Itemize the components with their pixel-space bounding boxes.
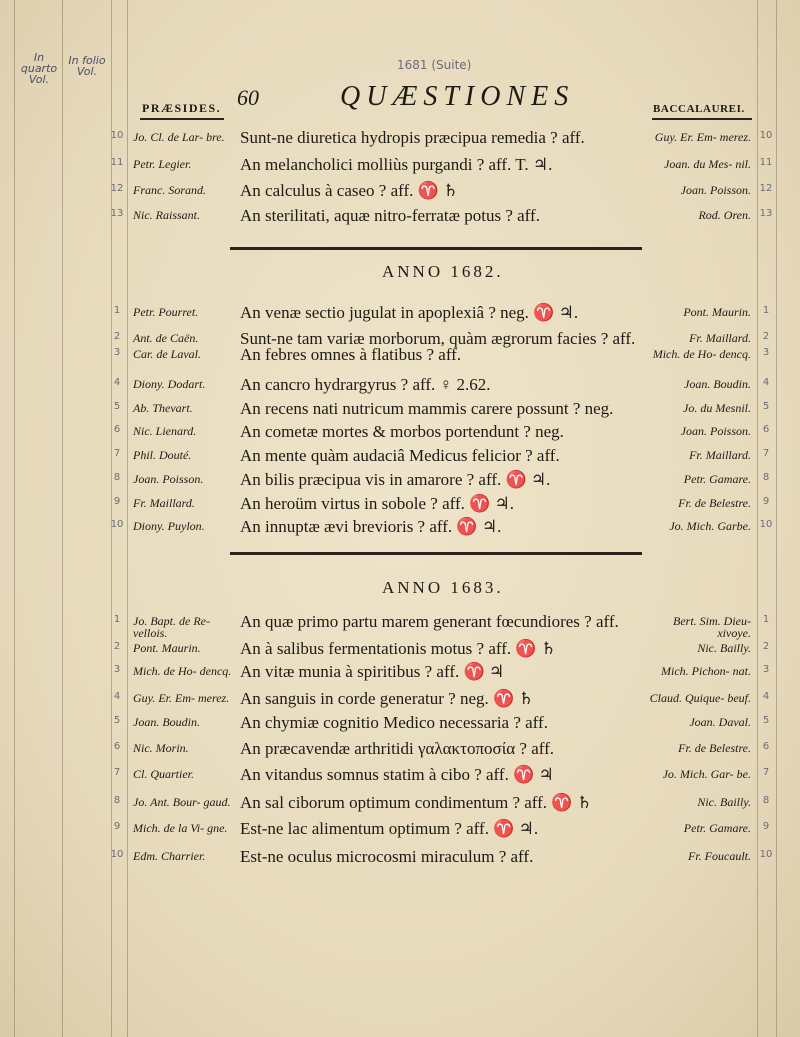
row-number-left: 10 — [110, 849, 124, 860]
praeses-name: Ant. de Caën. — [133, 331, 199, 345]
question-text: Est-ne lac alimentum optimum ? aff. ♈ ♃. — [240, 819, 539, 838]
row-number-left: 10 — [110, 130, 124, 141]
question-row — [0, 517, 800, 541]
baccalaureus-name: Fr. de Belestre. — [678, 496, 751, 510]
question-text: An sal ciborum optimum condimentum ? aff. ♈ ♄ — [240, 793, 592, 812]
question-text: An à salibus fermentationis motus ? aff. ♈ ♄ — [240, 639, 557, 658]
question-row — [0, 345, 800, 369]
row-number-right: 10 — [759, 849, 773, 860]
row-number-right: 2 — [762, 331, 770, 342]
row-number-left: 12 — [110, 183, 124, 194]
baccalaureus-name: Mich. Pichon- nat. — [661, 664, 751, 678]
question-row — [0, 819, 800, 843]
row-number-left: 6 — [113, 424, 121, 435]
question-text: An venæ sectio jugulat in apoplexiâ ? neg. ♈ ♃. — [240, 303, 579, 322]
row-number-left: 5 — [113, 715, 121, 726]
praeses-name: Nic. Raissant. — [133, 208, 201, 222]
question-row — [0, 739, 800, 763]
baccalaureus-name: Joan. Daval. — [689, 715, 751, 729]
baccalaureus-name: Petr. Gamare. — [683, 821, 751, 835]
praeses-name: Ab. Thevart. — [133, 401, 193, 415]
question-row — [0, 662, 800, 686]
row-number-right: 6 — [762, 741, 770, 752]
row-number-right: 8 — [762, 472, 770, 483]
praeses-name: Mich. de la Vi- gne. — [133, 821, 228, 835]
praeses-name: Guy. Er. Em- merez. — [133, 691, 230, 705]
row-number-left: 10 — [110, 519, 124, 530]
baccalaureus-name: Pont. Maurin. — [683, 305, 751, 319]
header-praesides: PRÆSIDES. — [142, 101, 222, 115]
row-number-right: 3 — [762, 664, 770, 675]
row-number-right: 9 — [762, 496, 770, 507]
row-number-right: 12 — [759, 183, 773, 194]
question-text: Sunt-ne tam variæ morborum, quàm ægrorum facies ? aff. — [240, 329, 636, 348]
row-number-left: 8 — [113, 472, 121, 483]
question-row — [0, 128, 800, 152]
baccalaureus-name: Joan. Boudin. — [684, 377, 751, 391]
row-number-left: 8 — [113, 795, 121, 806]
question-text: An præcavendæ arthritidi γαλακτοποσία ? aff. — [240, 739, 555, 758]
question-text: An vitandus somnus statim à cibo ? aff. ♈ ♃ — [240, 765, 554, 784]
row-number-right: 6 — [762, 424, 770, 435]
baccalaureus-name: Jo. Mich. Gar- be. — [662, 767, 751, 781]
baccalaureus-name: Mich. de Ho- dencq. — [652, 347, 751, 361]
praeses-name: Nic. Morin. — [133, 741, 189, 755]
question-text: Est-ne oculus microcosmi miraculum ? aff. — [240, 847, 534, 866]
question-row — [0, 793, 800, 817]
row-number-left: 3 — [113, 664, 121, 675]
row-number-left: 11 — [110, 157, 124, 168]
question-row — [0, 713, 800, 737]
question-text: Sunt-ne diuretica hydropis præcipua remedia ? aff. — [240, 128, 585, 147]
question-text: An heroüm virtus in sobole ? aff. ♈ ♃. — [240, 494, 515, 513]
question-text: An sterilitati, aquæ nitro-ferratæ potus ? aff. — [240, 206, 540, 225]
question-row — [0, 375, 800, 399]
question-row — [0, 303, 800, 327]
question-row — [0, 689, 800, 713]
question-row — [0, 494, 800, 518]
praeses-name: Cl. Quartier. — [133, 767, 195, 781]
question-text: An recens nati nutricum mammis carere possunt ? neg. — [240, 399, 614, 418]
question-row — [0, 847, 800, 871]
question-text: An innuptæ ævi brevioris ? aff. ♈ ♃. — [240, 517, 502, 536]
question-text: An mente quàm audaciâ Medicus felicior ? aff. — [240, 446, 560, 465]
praeses-name: Joan. Boudin. — [133, 715, 200, 729]
row-number-right: 5 — [762, 715, 770, 726]
praeses-name: Franc. Sorand. — [133, 183, 206, 197]
question-row — [0, 765, 800, 789]
baccalaureus-name: Bert. Sim. Dieu- xivoye. — [673, 614, 751, 640]
praeses-name: Diony. Dodart. — [133, 377, 206, 391]
baccalaureus-name: Nic. Bailly. — [697, 641, 751, 655]
question-text: An quæ primo partu marem generant fœcundiores ? aff. — [240, 612, 619, 631]
margin-note-folio: In folio Vol. — [68, 54, 106, 78]
row-number-right: 13 — [759, 208, 773, 219]
baccalaureus-name: Joan. Poisson. — [680, 183, 751, 197]
question-text: An melancholici molliùs purgandi ? aff. T. ♃. — [240, 155, 553, 174]
row-number-right: 3 — [762, 347, 770, 358]
question-text: An calculus à caseo ? aff. ♈ ♄ — [240, 181, 459, 200]
question-text: An cancro hydrargyrus ? aff. ♀ 2.62. — [240, 375, 491, 394]
row-number-right: 1 — [762, 305, 770, 316]
baccalaureus-name: Jo. du Mesnil. — [683, 401, 751, 415]
row-number-left: 2 — [113, 331, 121, 342]
praeses-name: Pont. Maurin. — [133, 641, 201, 655]
question-row — [0, 206, 800, 230]
baccalaureus-name: Joan. Poisson. — [680, 424, 751, 438]
row-number-left: 5 — [113, 401, 121, 412]
praeses-name: Diony. Puylon. — [133, 519, 205, 533]
baccalaureus-name: Fr. de Belestre. — [678, 741, 751, 755]
row-number-right: 7 — [762, 448, 770, 459]
question-text: An vitæ munia à spiritibus ? aff. ♈ ♃ — [240, 662, 505, 681]
baccalaureus-name: Fr. Foucault. — [688, 849, 751, 863]
row-number-right: 10 — [759, 519, 773, 530]
question-text: An bilis præcipua vis in amarore ? aff. ♈ ♃. — [240, 470, 551, 489]
question-text: An febres omnes à flatibus ? aff. — [240, 345, 462, 364]
row-number-right: 5 — [762, 401, 770, 412]
row-number-left: 6 — [113, 741, 121, 752]
row-number-left: 3 — [113, 347, 121, 358]
question-text: An cometæ mortes & morbos portendunt ? neg. — [240, 422, 564, 441]
row-number-left: 9 — [113, 496, 121, 507]
question-row — [0, 422, 800, 446]
row-number-left: 4 — [113, 691, 121, 702]
praeses-name: Car. de Laval. — [133, 347, 202, 361]
question-row — [0, 639, 800, 663]
question-row — [0, 399, 800, 423]
row-number-left: 1 — [113, 305, 121, 316]
praeses-name: Edm. Charrier. — [133, 849, 206, 863]
baccalaureus-name: Nic. Bailly. — [697, 795, 751, 809]
header-rule-left — [140, 118, 224, 120]
praeses-name: Fr. Maillard. — [133, 496, 195, 510]
row-number-left: 1 — [113, 614, 121, 625]
baccalaureus-name: Petr. Gamare. — [683, 472, 751, 486]
page-number: 60 — [237, 85, 259, 110]
row-number-right: 8 — [762, 795, 770, 806]
row-number-right: 1 — [762, 614, 770, 625]
row-number-left: 2 — [113, 641, 121, 652]
praeses-name: Jo. Ant. Bour- gaud. — [133, 795, 231, 809]
row-number-right: 4 — [762, 377, 770, 388]
praeses-name: Petr. Pourret. — [133, 305, 199, 319]
question-row — [0, 155, 800, 179]
baccalaureus-name: Rod. Oren. — [698, 208, 751, 222]
row-number-left: 7 — [113, 448, 121, 459]
pencil-note: 1681 (Suite) — [397, 58, 472, 72]
row-number-left: 7 — [113, 767, 121, 778]
baccalaureus-name: Guy. Er. Em- merez. — [654, 130, 751, 144]
header-rule-right — [652, 118, 752, 120]
baccalaureus-name: Jo. Mich. Garbe. — [669, 519, 751, 533]
year-heading-1682: ANNO 1682. — [382, 262, 504, 281]
question-row — [0, 446, 800, 470]
praeses-name: Jo. Cl. de Lar- bre. — [133, 130, 225, 144]
praeses-name: Joan. Poisson. — [133, 472, 204, 486]
praeses-name: Phil. Douté. — [133, 448, 192, 462]
year-heading-1683: ANNO 1683. — [382, 578, 504, 597]
praeses-name: Petr. Legier. — [133, 157, 192, 171]
question-text: An sanguis in corde generatur ? neg. ♈ ♄ — [240, 689, 534, 708]
row-number-right: 10 — [759, 130, 773, 141]
baccalaureus-name: Claud. Quique- beuf. — [649, 691, 751, 705]
row-number-right: 11 — [759, 157, 773, 168]
page-title: QUÆSTIONES — [340, 81, 575, 112]
question-row — [0, 181, 800, 205]
section-divider — [230, 552, 642, 555]
row-number-right: 2 — [762, 641, 770, 652]
praeses-name: Mich. de Ho- dencq. — [133, 664, 232, 678]
baccalaureus-name: Joan. du Mes- nil. — [664, 157, 751, 171]
row-number-right: 7 — [762, 767, 770, 778]
row-number-left: 4 — [113, 377, 121, 388]
section-divider — [230, 247, 642, 250]
question-row — [0, 470, 800, 494]
question-text: An chymiæ cognitio Medico necessaria ? aff. — [240, 713, 548, 732]
baccalaureus-name: Fr. Maillard. — [689, 331, 751, 345]
row-number-left: 9 — [113, 821, 121, 832]
row-number-right: 9 — [762, 821, 770, 832]
praeses-name: Nic. Lienard. — [133, 424, 197, 438]
margin-note-quarto: In quarto Vol. — [20, 51, 58, 86]
row-number-left: 13 — [110, 208, 124, 219]
row-number-right: 4 — [762, 691, 770, 702]
praeses-name: Jo. Bapt. de Re- vellois. — [133, 614, 210, 640]
question-row — [0, 612, 800, 640]
baccalaureus-name: Fr. Maillard. — [689, 448, 751, 462]
header-baccalaurei: BACCALAUREI. — [653, 103, 745, 115]
